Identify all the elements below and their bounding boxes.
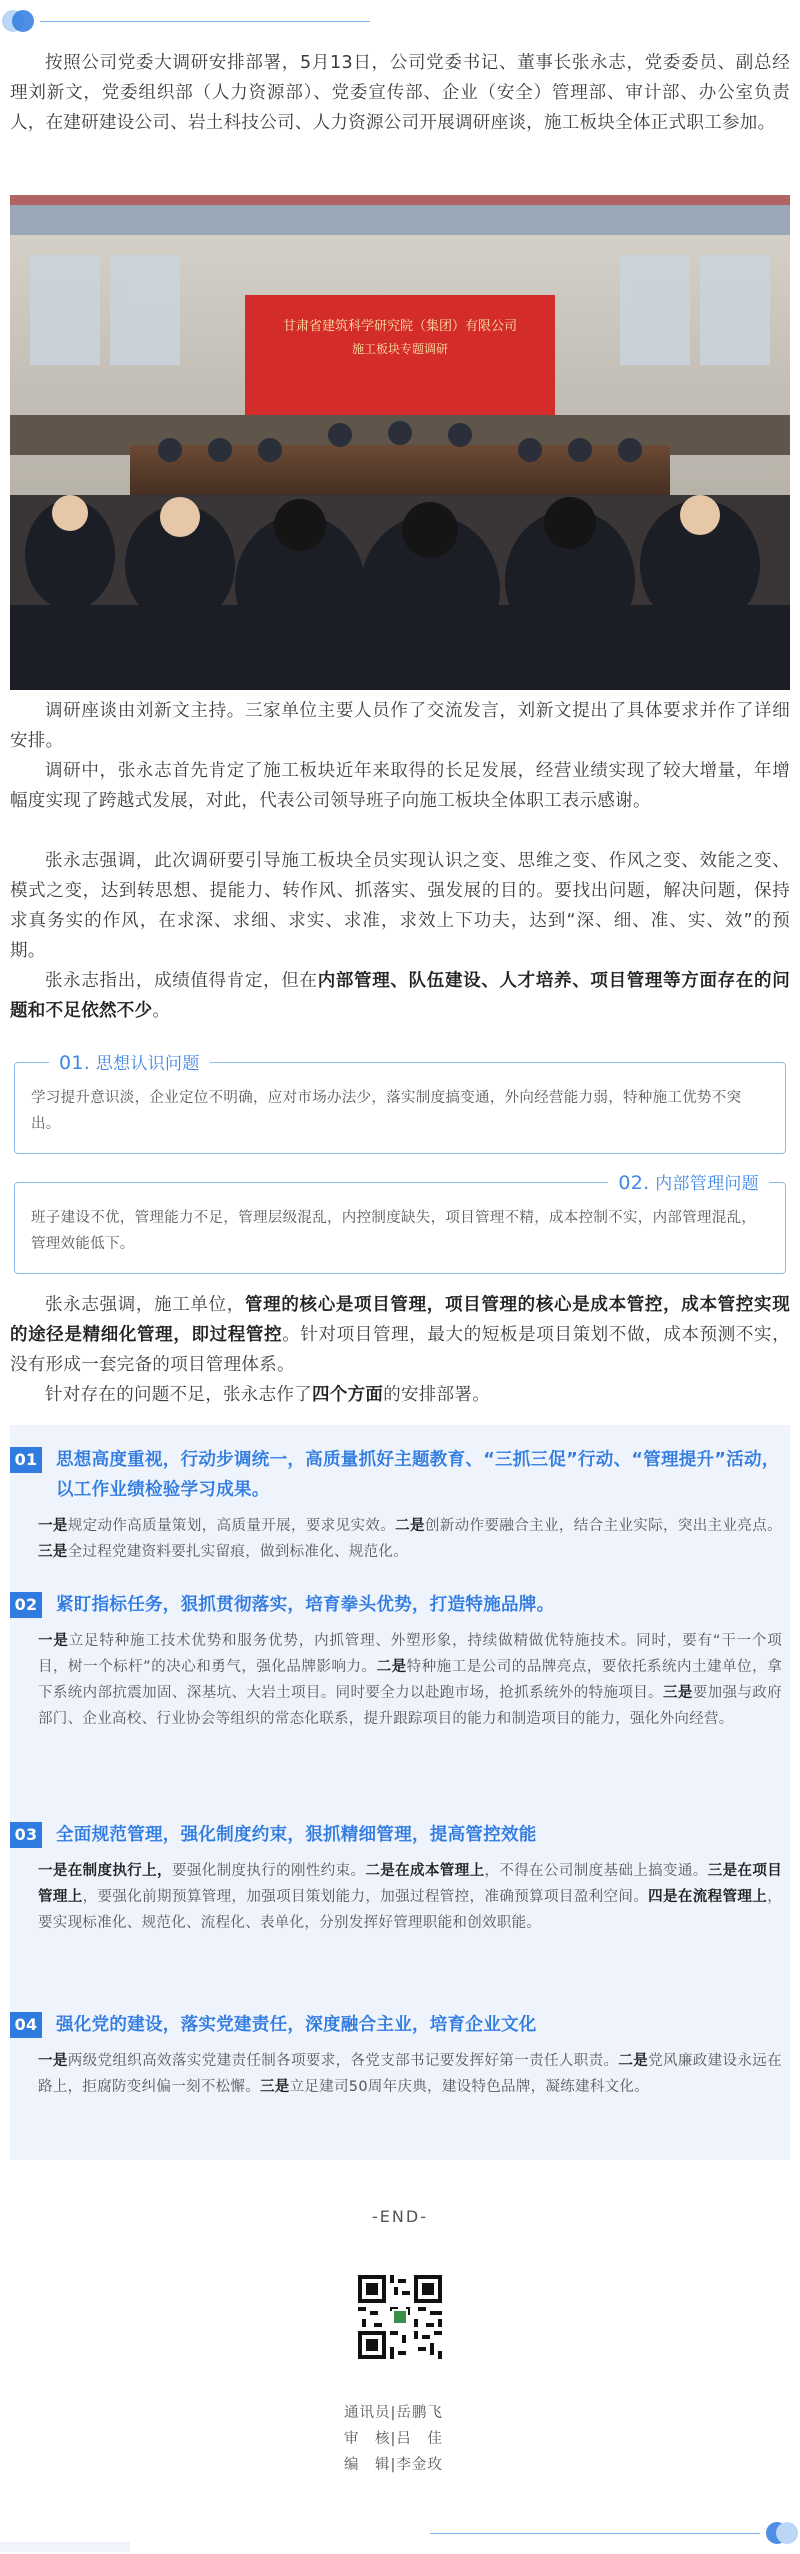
intro-paragraph: 按照公司党委大调研安排部署，5月13日，公司党委书记、董事长张永志，党委委员、副总经理刘新文，党委组织部（人力资源部）、党委宣传部、企业（安全）管理部、审计部、办公室负责人，在建研建设公司、岩土科技公司、人力资源公司开展调研座谈，施工板块全体正式职工参加。 [10, 53, 790, 133]
circle-ornament-icon [2, 10, 34, 32]
paragraph-6 [10, 1380, 790, 1410]
paragraph-4 [10, 966, 790, 1026]
paragraph-4-text: 张永志指出，成绩值得肯定，但在 [45, 971, 318, 991]
credit-name: 岳鹏飞 [396, 2405, 443, 2421]
credits [344, 2400, 443, 2478]
meeting-photo [10, 195, 790, 690]
credit-label: 编 辑 [344, 2457, 391, 2473]
measure-point-label: 二是 [618, 2053, 649, 2069]
paragraph-2: 调研中，张永志首先肯定了施工板块近年来取得的长足发展，经营业绩实现了较大增量，年增幅度实现了跨越式发展，对此，代表公司领导班子向施工板块全体职工表示感谢。 [10, 761, 790, 811]
measure-point-text: ，不得在公司制度基础上搞变通。 [484, 1863, 708, 1879]
measure-point-text: ，要实现标准化、规范化、流程化、表单化，分别发挥好管理职能和创效职能。 [38, 1889, 783, 1931]
measure-point-label: 一是 [38, 1518, 68, 1534]
measure-point-label: 三是 [260, 2079, 290, 2095]
measure-point-text: 特种施工是公司的品牌亮点，要依托系统内土建单位，拿下系统内部抗震加固、深基坑、大岩土项目。同时要全力以赴跑市场，抢抓系统外的特施项目。 [38, 1659, 782, 1701]
problem-number: 01. [59, 1052, 91, 1074]
measure-heading [10, 1590, 790, 1620]
credit-label: 通讯员 [344, 2405, 391, 2421]
measure-title: 思想高度重视，行动步调统一，高质量抓好主题教育、“三抓三促”行动、“管理提升”活动，以工作业绩检验学习成果。 [56, 1450, 780, 1500]
bottom-decoration [0, 2512, 800, 2554]
paragraph-5 [10, 1290, 790, 1380]
credit-name: 吕 佳 [396, 2431, 443, 2447]
credit-label: 审 核 [344, 2431, 391, 2447]
measure-point-label: 二是 [395, 1518, 425, 1534]
measure-number-badge: 01 [10, 1447, 42, 1473]
measures-panel [10, 1425, 790, 2160]
measure-point-text: 全过程党建资料要扎实留痕，做到标准化、规范化。 [67, 1544, 409, 1560]
problem-box-2 [14, 1172, 786, 1274]
measure-point-text: 规定动作高质量策划，高质量开展，要求见实效。 [67, 1518, 396, 1534]
qr-code-icon[interactable] [358, 2275, 442, 2359]
problem-box-2-title [608, 1171, 769, 1196]
measure-item-3 [10, 1820, 790, 1936]
end-marker: -END- [372, 2207, 428, 2226]
measure-point-label: 一是 [38, 2053, 68, 2069]
measure-title: 全面规范管理，强化制度约束，狠抓精细管理，提高管控效能 [56, 1825, 537, 1845]
problem-title: 内部管理问题 [655, 1174, 759, 1194]
paragraph-6-text: 针对存在的问题不足，张永志作了 [45, 1385, 312, 1405]
paragraph-4-emphasis: 内部管理、队伍建设、人才培养、项目管理等方面存在的问题和不足依然不少 [10, 971, 790, 1021]
problem-box-2-text: 班子建设不优，管理能力不足，管理层级混乱，内控制度缺失，项目管理不精，成本控制不实，内部管理混乱，管理效能低下。 [31, 1210, 757, 1252]
measure-number-badge: 03 [10, 1822, 42, 1848]
paragraph-3: 张永志强调，此次调研要引导施工板块全员实现认识之变、思维之变、作风之变、效能之变、模式之变，达到转思想、提能力、转作风、抓落实、强发展的目的。要找出问题，解决问题，保持求真务实的作风，在求深、求细、求实、求准，求效上下功夫，达到“深、细、准、实、效”的预期。 [10, 851, 790, 961]
measure-point-text: 要加强与政府部门、企业高校、行业协会等组织的常态化联系，提升跟踪项目的能力和制造项目的能力，强化外向经营。 [38, 1685, 782, 1727]
measure-point-text: 党风廉政建设永远在路上，拒腐防变纠偏一刻不松懈。 [38, 2053, 782, 2095]
problem-box-1-text: 学习提升意识淡，企业定位不明确，应对市场办法少，落实制度搞变通，外向经营能力弱，特种施工优势不突出。 [31, 1090, 742, 1132]
measure-item-2 [10, 1590, 790, 1732]
measure-point-text: 立足特种施工技术优势和服务优势，内抓管理、外塑形象，持续做精做优特施技术。同时，要有“干一个项目，树一个标杆”的决心和勇气，强化品牌影响力。 [38, 1633, 783, 1675]
measure-number-badge: 04 [10, 2012, 42, 2038]
measure-body [10, 1505, 790, 1565]
measure-body [10, 2040, 790, 2100]
measure-point-label: 一是 [38, 1633, 69, 1649]
credit-line: 通讯员|岳鹏飞 [344, 2405, 443, 2421]
divider-line [40, 21, 370, 22]
measure-point-label: 三是 [663, 1685, 693, 1701]
problem-box-1 [14, 1052, 786, 1154]
measure-point-label: 三是在项目管理上 [38, 1863, 783, 1905]
measure-point-label: 四是在流程管理上 [648, 1889, 768, 1905]
measure-number-badge: 02 [10, 1592, 42, 1618]
credit-name: 李金玫 [396, 2457, 443, 2473]
footer-bar [0, 2542, 130, 2552]
divider-line [430, 2533, 760, 2534]
measure-body [10, 1850, 790, 1936]
banner-line-1: 甘肃省建筑科学研究院（集团）有限公司 [282, 319, 518, 334]
problem-number: 02. [618, 1172, 650, 1194]
paragraph-5-emphasis: 管理的核心是项目管理，项目管理的核心是成本管控，成本管控实现的途径是精细化管理，即过程管控 [10, 1295, 790, 1345]
top-decoration [0, 0, 800, 40]
measure-heading [10, 1820, 790, 1850]
measure-item-4 [10, 2010, 790, 2100]
paragraph-5-text: 张永志强调，施工单位， [45, 1295, 245, 1315]
measure-title: 强化党的建设，落实党建责任，深度融合主业，培育企业文化 [56, 2015, 537, 2035]
measure-point-label: 二是 [376, 1659, 407, 1675]
paragraph-5-end: 。针对项目管理，最大的短板是项目策划不做，成本预测不实，没有形成一套完备的项目管理体系。 [10, 1325, 790, 1375]
measure-point-text: 要强化制度执行的刚性约束。 [171, 1863, 366, 1879]
measure-body [10, 1620, 790, 1732]
measure-item-1 [10, 1445, 790, 1565]
credit-line: 编 辑|李金玫 [344, 2457, 443, 2473]
paragraph-6-end: 的安排部署。 [383, 1385, 491, 1405]
credit-line: 审 核|吕 佳 [344, 2431, 443, 2447]
measure-heading [10, 2010, 790, 2040]
measure-heading [10, 1445, 790, 1505]
measure-point-text: 立足建司50周年庆典，建设特色品牌，凝练建科文化。 [289, 2079, 650, 2095]
paragraph-1: 调研座谈由刘新文主持。三家单位主要人员作了交流发言，刘新文提出了具体要求并作了详细安排。 [10, 701, 790, 751]
measure-point-text: 创新动作要融合主业，结合主业实际，突出主业亮点。 [424, 1518, 782, 1534]
measure-point-label: 二是在成本管理上 [365, 1863, 485, 1879]
measure-point-text: ，要强化前期预算管理，加强项目策划能力，加强过程管控，准确预算项目盈利空间。 [82, 1889, 649, 1905]
circle-ornament-icon [766, 2522, 798, 2544]
banner-line-2: 施工板块专题调研 [351, 342, 449, 356]
measure-point-label: 三是 [38, 1544, 68, 1560]
measure-title: 紧盯指标任务，狠抓贯彻落实，培育拳头优势，打造特施品牌。 [56, 1595, 555, 1615]
problem-title: 思想认识问题 [95, 1054, 200, 1074]
paragraph-6-emphasis: 四个方面 [312, 1385, 384, 1405]
paragraph-4-end: 。 [152, 1001, 171, 1021]
problem-box-1-title [49, 1051, 210, 1076]
measure-point-text: 两级党组织高效落实党建责任制各项要求，各党支部书记要发挥好第一责任人职责。 [67, 2053, 619, 2069]
measure-point-label: 一是在制度执行上， [38, 1863, 172, 1879]
